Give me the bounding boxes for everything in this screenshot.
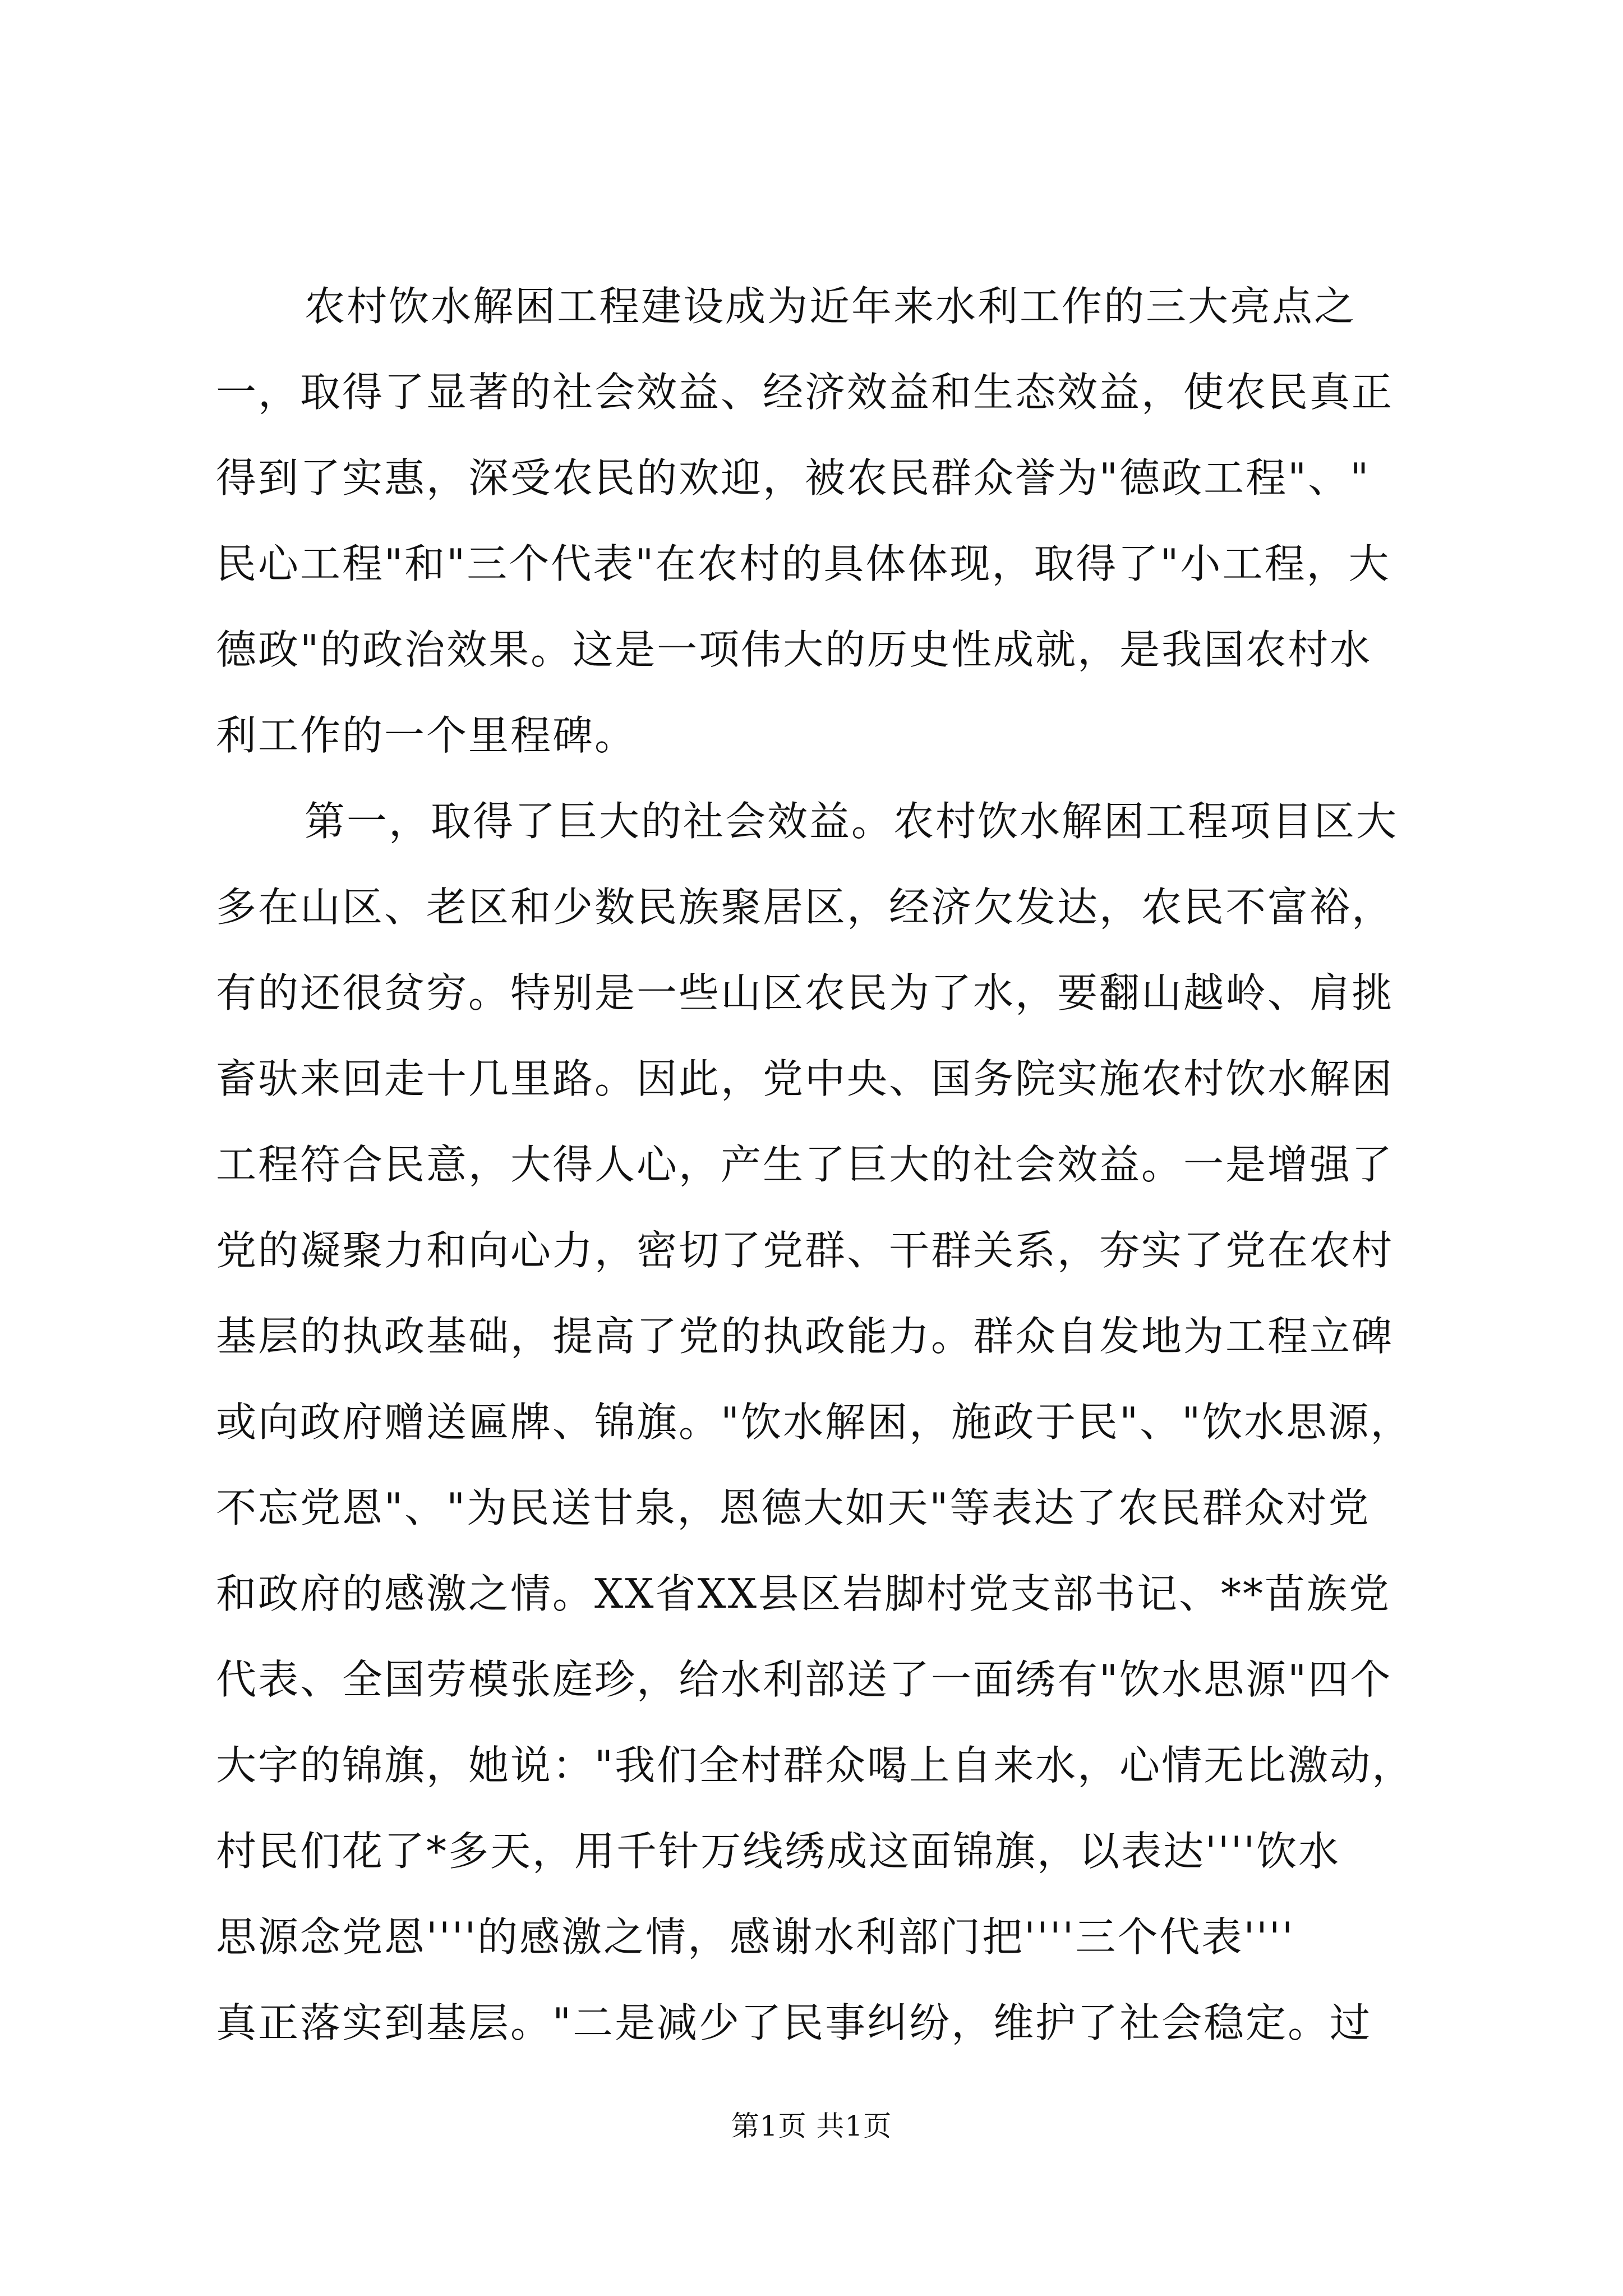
text-line: 思源念党恩''''的感激之情，感谢水利部门把''''三个代表'''' <box>216 1913 1295 1961</box>
text-line: 多在山区、老区和少数民族聚居区，经济欠发达，农民不富裕， <box>216 884 1394 931</box>
text-line: 村民们花了*多天，用千针万线绣成这面锦旗，以表达''''饮水 <box>216 1828 1341 1875</box>
paragraph-1 <box>216 264 1408 779</box>
text-line: 或向政府赠送匾牌、锦旗。"饮水解困，施政于民"、"饮水思源， <box>216 1398 1413 1446</box>
text-line: 和政府的感激之情。XX省XX县区岩脚村党支部书记、**苗族党 <box>216 1570 1391 1617</box>
text-line: 党的凝聚力和向心力，密切了党群、干群关系，夯实了党在农村 <box>216 1227 1394 1274</box>
text-line: 德政"的政治效果。这是一项伟大的历史性成就，是我国农村水 <box>216 626 1372 673</box>
text-line: 代表、全国劳模张庭珍，给水利部送了一面绣有"饮水思源"四个 <box>216 1656 1393 1703</box>
text-line: 工程符合民意，大得人心，产生了巨大的社会效益。一是增强了 <box>216 1141 1394 1188</box>
document-body <box>216 264 1414 2066</box>
text-line: 农村饮水解困工程建设成为近年来水利工作的三大亮点之 <box>305 283 1357 330</box>
text-line: 利工作的一个里程碑。 <box>216 712 637 759</box>
page-number-footer: 第1页 共1页 <box>731 2110 892 2142</box>
text-line: 民心工程"和"三个代表"在农村的具体体现，取得了"小工程，大 <box>216 540 1391 587</box>
text-line: 第一，取得了巨大的社会效益。农村饮水解困工程项目区大 <box>305 798 1399 845</box>
text-line: 得到了实惠，深受农民的欢迎，被农民群众誉为"德政工程"、" <box>216 454 1371 501</box>
text-line: 不忘党恩"、"为民送甘泉，恩德大如天"等表达了农民群众对党 <box>216 1484 1371 1531</box>
paragraph-2 <box>216 779 1414 2066</box>
text-line: 一，取得了显著的社会效益、经济效益和生态效益，使农民真正 <box>216 369 1394 416</box>
text-line: 大字的锦旗，她说："我们全村群众喝上自来水，心情无比激动， <box>216 1742 1414 1789</box>
text-line: 畜驮来回走十几里路。因此，党中央、国务院实施农村饮水解困 <box>216 1055 1394 1102</box>
text-line: 基层的执政基础，提高了党的执政能力。群众自发地为工程立碑 <box>216 1313 1394 1360</box>
text-line: 有的还很贫穷。特别是一些山区农民为了水，要翻山越岭、肩挑 <box>216 969 1394 1016</box>
text-line: 真正落实到基层。"二是减少了民事纠纷，维护了社会稳定。过 <box>216 1999 1372 2046</box>
